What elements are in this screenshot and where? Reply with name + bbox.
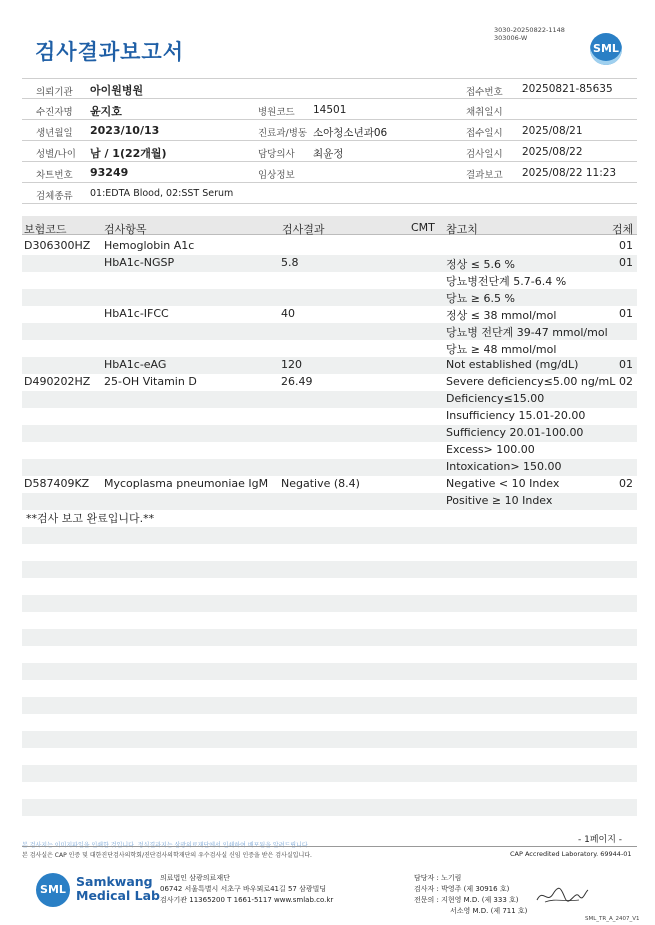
divider: [22, 203, 637, 204]
divider: [22, 78, 637, 79]
col-header-specimen: 검체: [612, 223, 634, 236]
cell-result: 5.8: [281, 256, 299, 269]
signature-icon: [535, 884, 590, 906]
cell-result: 26.49: [281, 375, 313, 388]
divider: [22, 119, 637, 120]
lab-address: 06742 서울특별시 서초구 바우뫼로41길 57 삼광빌딩: [160, 885, 327, 893]
cell-code: D587409KZ: [24, 477, 90, 490]
brand-line1: Samkwang: [76, 874, 153, 889]
col-header-cmt: CMT: [411, 221, 435, 234]
report-title: 검사결과보고서: [35, 40, 185, 64]
footnote-accreditation: 본 검사실은 CAP 인증 및 대한진단검사의학회/진단검사의학재단의 우수검사실 신임 인증을 받은 검사실입니다.: [22, 852, 312, 859]
cell-specimen: 02: [619, 477, 633, 490]
cell-reference: 당뇨병전단계 5.7-6.4 %: [446, 275, 567, 288]
value-report-date: 2025/08/22 11:23: [522, 167, 617, 179]
label-collection-date: 채취일시: [466, 107, 503, 118]
cell-reference: Positive ≥ 10 Index: [446, 494, 553, 507]
cell-specimen: 02: [619, 375, 633, 388]
value-hospital-code: 14501: [313, 104, 347, 116]
value-department: 소아청소년과06: [313, 127, 388, 139]
row-stripe: [22, 697, 637, 714]
label-doctor: 담당의사: [258, 149, 295, 160]
value-dob: 2023/10/13: [90, 124, 160, 137]
cell-reference: Sufficiency 20.01-100.00: [446, 426, 584, 439]
document-number-line2: 303006-W: [494, 34, 528, 42]
label-sex-age: 성별/나이: [36, 149, 76, 160]
brand-line2: Medical Lab: [76, 888, 160, 903]
label-hospital-code: 병원코드: [258, 107, 295, 118]
page-number: - 1페이지 -: [578, 835, 623, 845]
cell-code: D306300HZ: [24, 239, 91, 252]
staff-info: [414, 873, 527, 917]
col-header-item: 검사항목: [104, 223, 147, 236]
cell-item: Mycoplasma pneumoniae IgM: [104, 477, 269, 490]
label-chart-number: 차트번호: [36, 170, 73, 181]
value-chart-number: 93249: [90, 166, 129, 179]
label-receipt-no: 접수번호: [466, 87, 503, 98]
col-header-reference: 참고치: [446, 223, 478, 236]
label-patient-name: 수진자명: [36, 107, 73, 118]
row-stripe: [22, 731, 637, 748]
cell-reference: Not established (mg/dL): [446, 358, 579, 371]
footnote-print-notice: [22, 840, 310, 849]
staff-tester: 검사자 : 박영주 (제 30916 호): [414, 885, 510, 893]
value-receipt-date: 2025/08/21: [522, 125, 583, 137]
col-header-code: 보험코드: [24, 223, 67, 236]
divider: [22, 846, 637, 847]
label-receipt-date: 접수일시: [466, 128, 503, 139]
value-sex-age: 남 / 1(22개월): [90, 147, 167, 160]
cap-accreditation: CAP Accredited Laboratory. 69944-01: [510, 850, 632, 858]
label-dob: 생년월일: [36, 128, 73, 139]
cell-item: HbA1c-eAG: [104, 358, 167, 371]
document-number-line1: 3030-20250822-1148: [494, 26, 565, 34]
cell-reference: Insufficiency 15.01-20.00: [446, 409, 586, 422]
cell-reference: 정상 ≤ 38 mmol/mol: [446, 309, 557, 322]
staff-manager: 담당자 : 노기림: [414, 874, 462, 882]
cell-result: 120: [281, 358, 302, 371]
cell-item: HbA1c-NGSP: [104, 256, 175, 269]
sml-logo-icon: [590, 33, 622, 65]
value-specimen-type: 01:EDTA Blood, 02:SST Serum: [90, 188, 234, 199]
label-report-date: 결과보고: [466, 170, 503, 181]
cell-reference: Deficiency≤15.00: [446, 392, 545, 405]
cell-specimen: 01: [619, 307, 633, 320]
value-test-date: 2025/08/22: [522, 146, 583, 158]
divider: [22, 182, 637, 183]
value-patient-name: 윤지호: [90, 105, 122, 118]
staff-specialist-2: 서소영 M.D. (제 711 호): [450, 907, 528, 915]
cell-reference: 당뇨 ≥ 48 mmol/mol: [446, 343, 557, 356]
row-stripe: [22, 561, 637, 578]
value-receipt-no: 20250821-85635: [522, 83, 613, 95]
sml-logo-text: SML: [40, 883, 66, 896]
row-stripe: [22, 595, 637, 612]
label-department: 진료과/병동: [258, 128, 308, 139]
cell-item: 25-OH Vitamin D: [104, 375, 197, 388]
divider: [22, 98, 637, 99]
row-stripe: [22, 799, 637, 816]
value-doctor: 최윤정: [313, 148, 344, 160]
col-header-result: 검사결과: [282, 223, 325, 236]
document-number: [494, 26, 565, 42]
cell-item: HbA1c-IFCC: [104, 307, 169, 320]
lab-info: [160, 873, 333, 906]
label-clinical-info: 임상정보: [258, 170, 295, 181]
value-hospital: 아이원병원: [90, 84, 144, 97]
cell-specimen: 01: [619, 256, 633, 269]
cell-code: D490202HZ: [24, 375, 91, 388]
row-stripe: [22, 289, 637, 306]
lab-org: 의료법인 삼광의료재단: [160, 874, 230, 882]
row-stripe: [22, 391, 637, 408]
row-stripe: [22, 629, 637, 646]
label-test-date: 검사일시: [466, 149, 503, 160]
cell-reference: Negative < 10 Index: [446, 477, 560, 490]
form-number: SML_TR_A_2407_V1: [585, 916, 640, 922]
cell-reference: 정상 ≤ 5.6 %: [446, 258, 515, 271]
cell-result: 40: [281, 307, 295, 320]
cell-result: Negative (8.4): [281, 477, 360, 490]
cell-reference: Intoxication> 150.00: [446, 460, 562, 473]
divider: [22, 161, 637, 162]
label-hospital: 의뢰기관: [36, 87, 73, 98]
cell-specimen: 01: [619, 358, 633, 371]
lab-contact: 검사기관 11365200 T 1661-5117 www.smlab.co.kr: [160, 896, 334, 904]
cell-item: Hemoglobin A1c: [104, 239, 195, 252]
cell-reference: Severe deficiency≤5.00 ng/mL: [446, 375, 616, 388]
sml-logo-icon: [36, 873, 70, 907]
report-complete-text: **검사 보고 완료입니다.**: [26, 512, 155, 525]
row-stripe: [22, 527, 637, 544]
sml-logo-text: SML: [593, 42, 619, 55]
divider: [22, 140, 637, 141]
cell-reference: 당뇨 ≥ 6.5 %: [446, 292, 515, 305]
brand-name: [76, 875, 160, 903]
row-stripe: [22, 765, 637, 782]
row-stripe: [22, 663, 637, 680]
cell-reference: Excess> 100.00: [446, 443, 535, 456]
label-specimen-type: 검체종류: [36, 191, 73, 202]
cell-reference: 당뇨병 전단계 39-47 mmol/mol: [446, 326, 608, 339]
staff-specialist: 전문의 : 지현영 M.D. (제 333 호): [414, 896, 519, 904]
cell-specimen: 01: [619, 239, 633, 252]
